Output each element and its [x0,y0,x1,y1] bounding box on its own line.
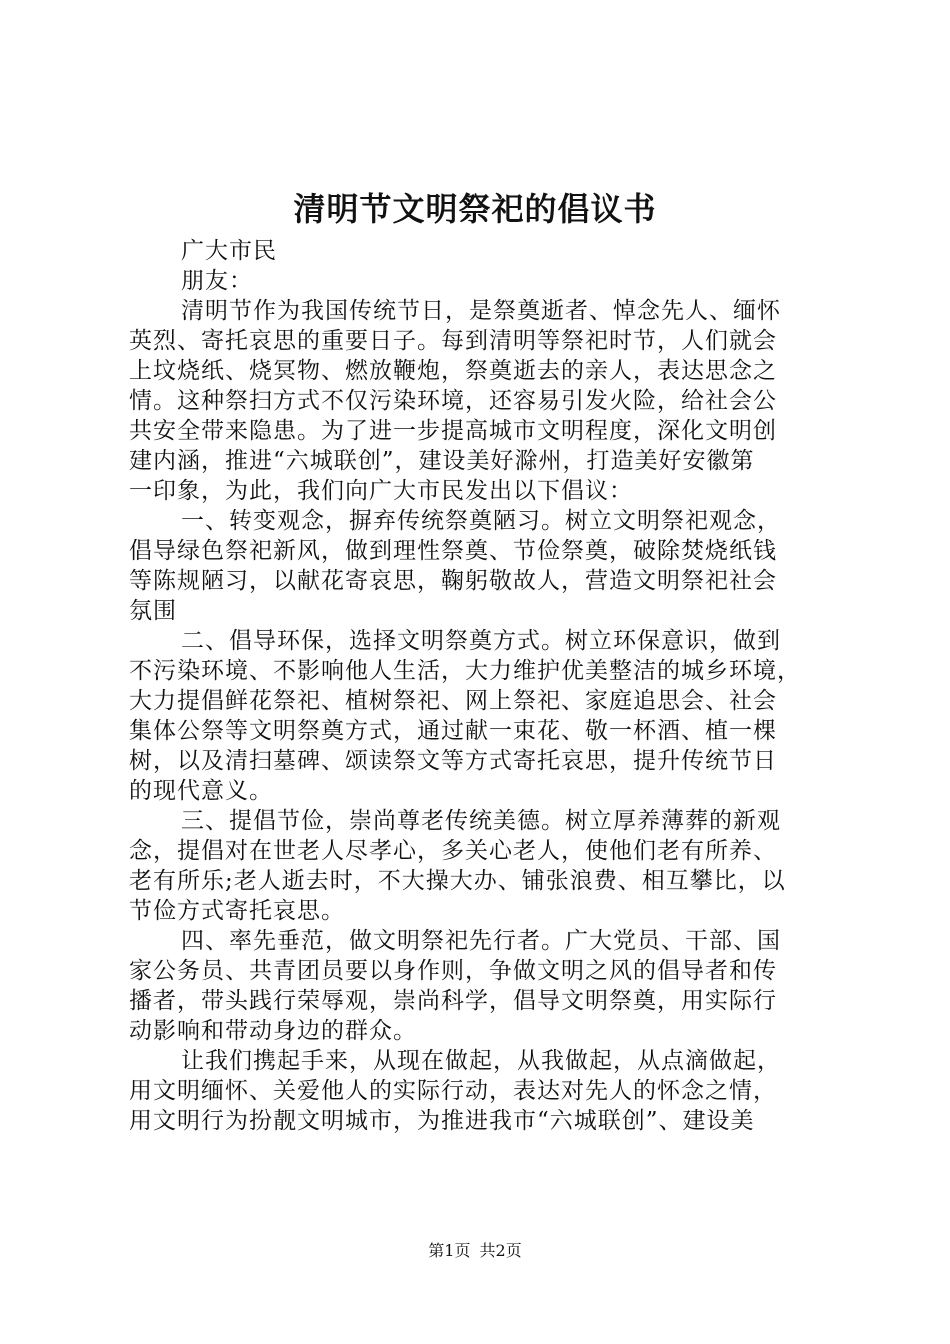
page-total: 共2页 [479,1241,522,1260]
document-title: 清明节文明祭祀的倡议书 [293,190,657,228]
text-line: 一、转变观念，摒弃传统祭奠陋习。树立文明祭祀观念， [181,508,781,534]
text-line: 上坟烧纸、烧冥物、燃放鞭炮，祭奠逝去的亲人，表达思念之 [129,358,777,384]
document-body [129,236,837,1136]
text-line: 建内涵，推进“六城联创”，建设美好滁州，打造美好安徽第 [129,448,755,474]
text-line: 氛围 [129,598,177,624]
text-line: 用文明缅怀、关爱他人的实际行动，表达对先人的怀念之情， [129,1078,777,1104]
page-footer [0,1240,950,1262]
text-line: 朋友： [181,268,253,294]
text-line: 的现代意义。 [129,778,273,804]
text-line: 动影响和带动身边的群众。 [129,1018,417,1044]
text-line: 四、率先垂范，做文明祭祀先行者。广大党员、干部、国 [181,928,781,954]
page-number: 第1页 [428,1241,471,1260]
text-line: 家公务员、共青团员要以身作则，争做文明之风的倡导者和传 [129,958,777,984]
text-line: 大力提倡鲜花祭祀、植树祭祀、网上祭祀、家庭追思会、社会 [129,688,777,714]
text-line: 英烈、寄托哀思的重要日子。每到清明等祭祀时节，人们就会 [129,328,777,354]
text-line: 树，以及清扫墓碑、颂读祭文等方式寄托哀思，提升传统节日 [129,748,777,774]
text-line: 念，提倡对在世老人尽孝心，多关心老人，使他们老有所养、 [129,838,777,864]
text-line: 情。这种祭扫方式不仅污染环境，还容易引发火险，给社会公 [129,388,777,414]
text-line: 共安全带来隐患。为了进一步提高城市文明程度，深化文明创 [129,418,777,444]
text-line: 倡导绿色祭祀新风，做到理性祭奠、节俭祭奠，破除焚烧纸钱 [129,538,777,564]
text-line: 一印象，为此，我们向广大市民发出以下倡议： [129,478,633,504]
text-line: 播者，带头践行荣辱观，崇尚科学，倡导文明祭奠，用实际行 [129,988,777,1014]
text-line: 让我们携起手来，从现在做起，从我做起，从点滴做起， [181,1048,781,1074]
text-line: 用文明行为扮靓文明城市，为推进我市“六城联创”、建设美 [129,1108,755,1134]
text-line: 广大市民 [181,238,277,264]
text-line: 不污染环境、不影响他人生活，大力维护优美整洁的城乡环境， [129,658,801,684]
text-line: 三、提倡节俭，崇尚尊老传统美德。树立厚养薄葬的新观 [181,808,781,834]
text-line: 二、倡导环保，选择文明祭奠方式。树立环保意识，做到 [181,628,781,654]
text-line: 集体公祭等文明祭奠方式，通过献一束花、敬一杯酒、植一棵 [129,718,777,744]
text-line: 老有所乐;老人逝去时，不大操大办、铺张浪费、相互攀比，以 [129,868,786,894]
text-line: 节俭方式寄托哀思。 [129,898,345,924]
text-line: 清明节作为我国传统节日，是祭奠逝者、悼念先人、缅怀 [181,298,781,324]
text-line: 等陈规陋习，以献花寄哀思，鞠躬敬故人，营造文明祭祀社会 [129,568,777,594]
